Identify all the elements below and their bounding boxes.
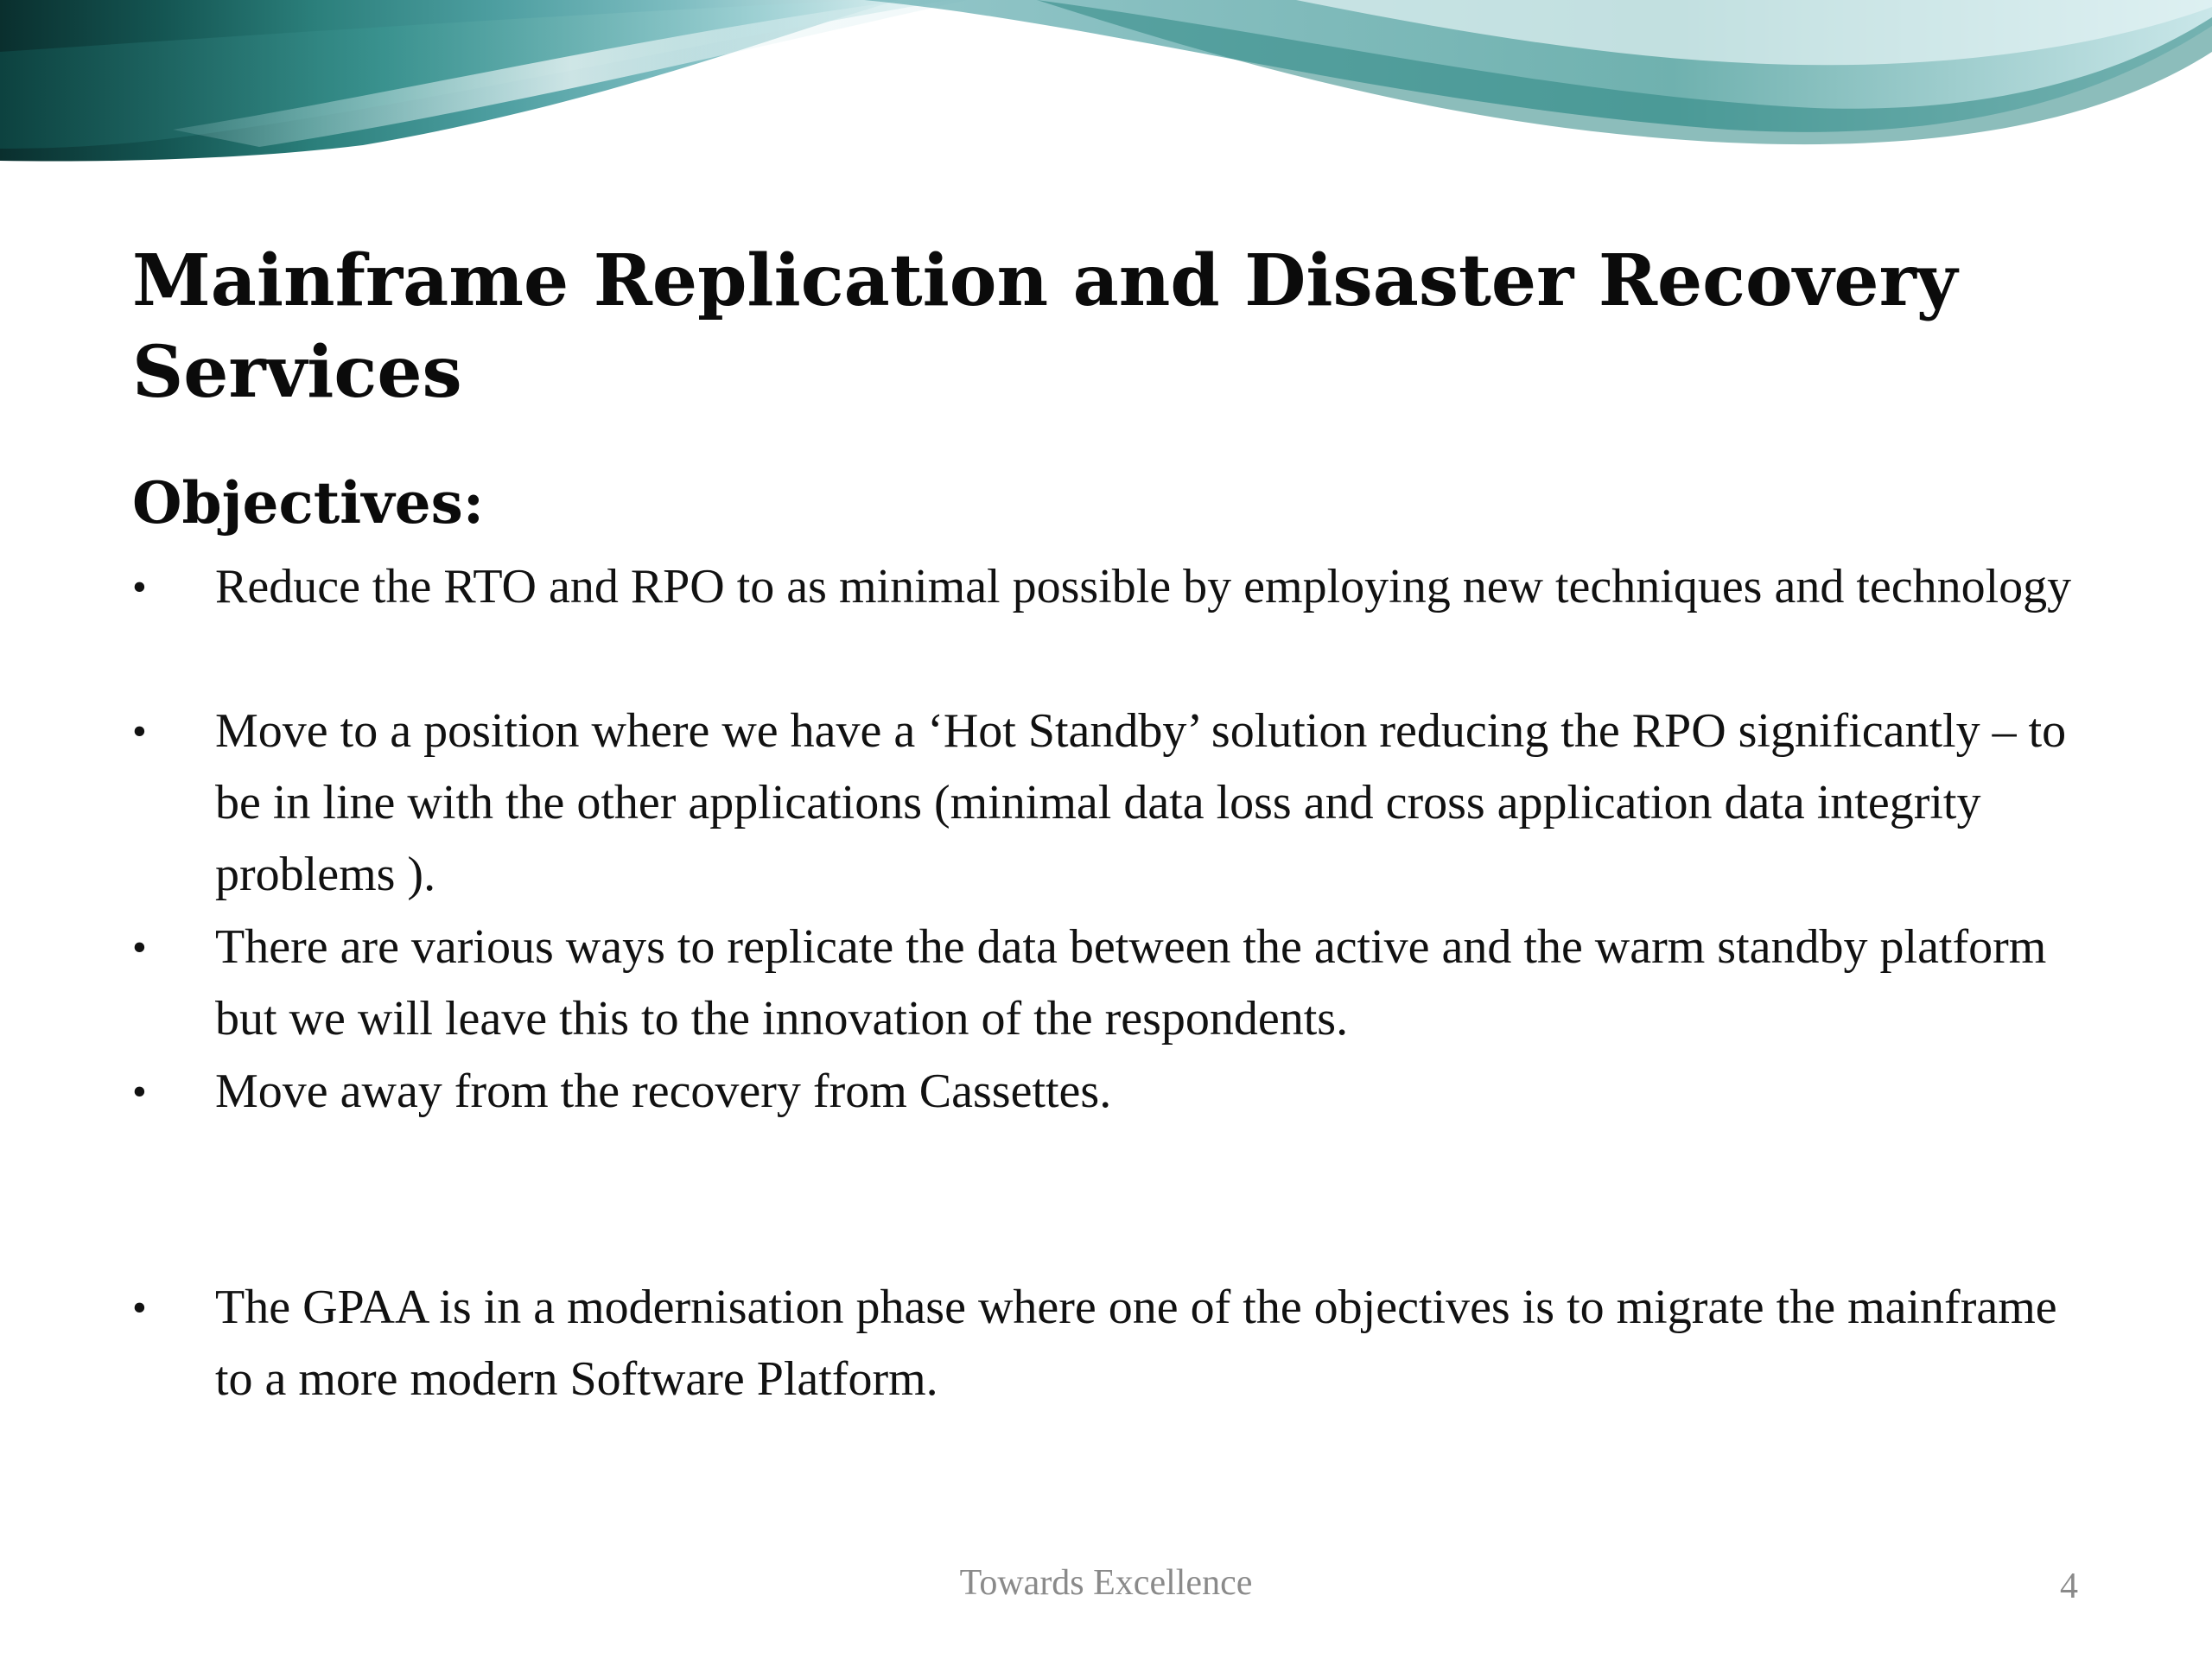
list-item-text: Move to a position where we have a ‘Hot Standby’ solution reducing the RPO significantly – to be in line with the other applications (minimal data loss and cross application data integrity problems ). (215, 704, 2067, 901)
list-item (132, 551, 2102, 623)
slide-title: Mainframe Replication and Disaster Recovery Services (132, 239, 1958, 414)
list-item-text: The GPAA is in a modernisation phase where one of the objectives is to migrate the mainframe to a more modern Software Platform. (215, 1281, 2057, 1406)
bullet-icon: • (132, 925, 147, 970)
list-item (132, 1272, 2102, 1415)
bullet-icon: • (132, 564, 147, 610)
bullet-icon: • (132, 709, 147, 754)
bullet-icon: • (132, 1285, 147, 1331)
list-item (132, 912, 2102, 1055)
decorative-wave-banner (0, 0, 2212, 173)
page-number: 4 (2060, 1567, 2078, 1606)
list-item (132, 1056, 2102, 1128)
bullet-icon: • (132, 1069, 147, 1115)
list-item-text: There are various ways to replicate the data between the active and the warm standby platform but we will leave this to the innovation of the respondents. (215, 920, 2047, 1046)
list-item-text: Move away from the recovery from Cassettes. (215, 1065, 1112, 1118)
objectives-heading: Objectives: (132, 469, 485, 537)
list-item-text: Reduce the RTO and RPO to as minimal possible by employing new techniques and technology (215, 560, 2072, 613)
footer-tagline: Towards Excellence (959, 1563, 1253, 1603)
list-item (132, 696, 2102, 911)
